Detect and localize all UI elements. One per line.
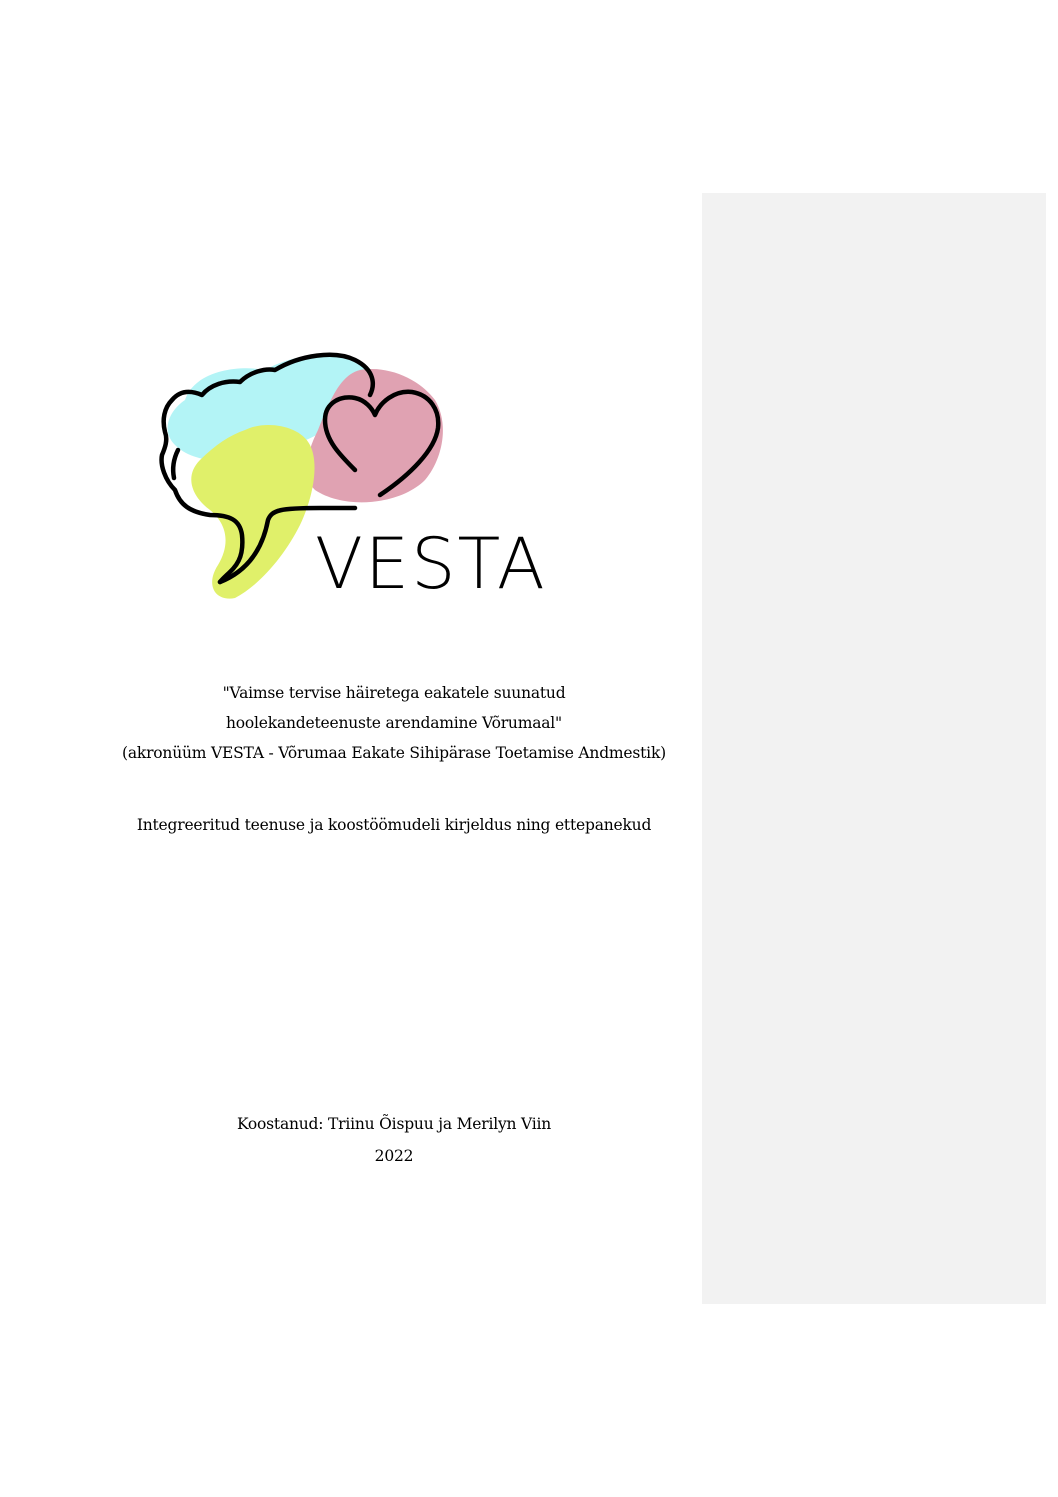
authors: Koostanud: Triinu Õispuu ja Merilyn Viin [236, 1115, 552, 1133]
title-line-2: hoolekandeteenuste arendamine Võrumaal" [226, 714, 562, 732]
document-title [120, 678, 668, 768]
title-line-1: "Vaimse tervise häiretega eakatele suunatud [222, 684, 566, 702]
credits [120, 1108, 668, 1172]
logo-text: VESTA [315, 523, 547, 605]
side-panel [702, 193, 1046, 1304]
year: 2022 [374, 1147, 414, 1165]
vesta-logo [150, 340, 610, 610]
title-line-3: (akronüüm VESTA - Võrumaa Eakate Sihipärase Toetamise Andmestik) [122, 744, 666, 762]
document-subtitle: Integreeritud teenuse ja koostöömudeli kirjeldus ning ettepanekud [136, 816, 652, 834]
